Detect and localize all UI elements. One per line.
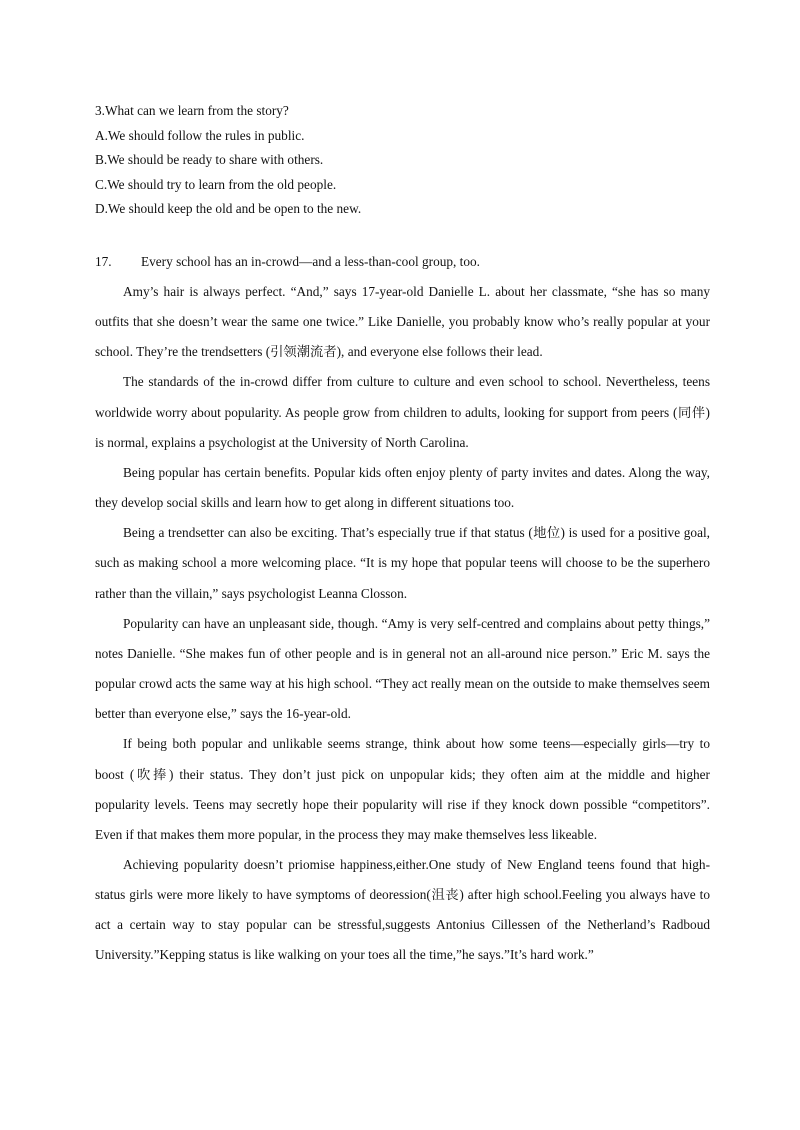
paragraph-2: The standards of the in-crowd differ from culture to culture and even school to school. Nevertheless, teens worldwide worry about popularity. As people grow from children to adults, looking for support from peers (同伴) is normal, explains a psychologist at the University of North Carolina. bbox=[95, 374, 710, 450]
option-d: D.We should keep the old and be open to the new. bbox=[95, 201, 362, 216]
paragraph-3: Being popular has certain benefits. Popular kids often enjoy plenty of party invites and dates. Along the way, they develop social skills and learn how to get along in different situations too. bbox=[95, 464, 710, 511]
paragraph-4: Being a trendsetter can also be exciting. That’s especially true if that status (地位) is used for a positive goal, such as making school a more welcoming place. “It is my hope that popular teens will choose to be the superhero rather than the villain,” says psychologist Leanna Closson. bbox=[95, 525, 710, 601]
paragraph-1: Amy’s hair is always perfect. “And,” says 17-year-old Danielle L. about her classmate, “she has so many outfits that she doesn’t wear the same one twice.” Like Danielle, you probably know who’s really popular at your school. They’re the trendsetters (引领潮流者), and everyone else follows their lead. bbox=[95, 284, 710, 360]
option-a: A.We should follow the rules in public. bbox=[95, 127, 305, 143]
article-first-line: Every school has an in-crowd—and a less-than-cool group, too. bbox=[141, 254, 480, 269]
paragraph-7: Achieving popularity doesn’t priomise happiness,either.One study of New England teens found that high-status girls were more likely to have symptoms of deoression(沮丧) after high school.Feeling you always have to act a certain way to stay popular can be stressful,suggests Antonius Cillessen of the Netherland’s Radboud University.”Kepping status is like walking on your toes all the time,”he says.”It’s hard work.” bbox=[95, 856, 710, 963]
option-c: C.We should try to learn from the old people. bbox=[95, 176, 337, 192]
option-b: B.We should be ready to share with others. bbox=[95, 152, 324, 167]
article-heading bbox=[95, 247, 710, 277]
paragraph-6: If being both popular and unlikable seems strange, think about how some teens—especially girls—try to boost (吹捧) their status. They don’t just pick on unpopular kids; they often aim at the middle and higher popularity levels. Teens may secretly hope their popularity will rise if they knock down possible “competitors”. Even if that makes them more popular, in the process they may make themselves less likeable. bbox=[95, 736, 710, 842]
question-number: 17. bbox=[95, 254, 112, 269]
question-3 bbox=[95, 99, 715, 222]
article-17 bbox=[95, 247, 710, 971]
question-stem: 3.What can we learn from the story? bbox=[95, 103, 289, 118]
paragraph-5: Popularity can have an unpleasant side, though. “Amy is very self-centred and complains about petty things,” notes Danielle. “She makes fun of other people and is in general not an all-around nice person.” Eric M. says the popular crowd acts the same way at his high school. “They act really mean on the outside to make themselves seem better than everyone else,” says the 16-year-old. bbox=[95, 615, 710, 722]
